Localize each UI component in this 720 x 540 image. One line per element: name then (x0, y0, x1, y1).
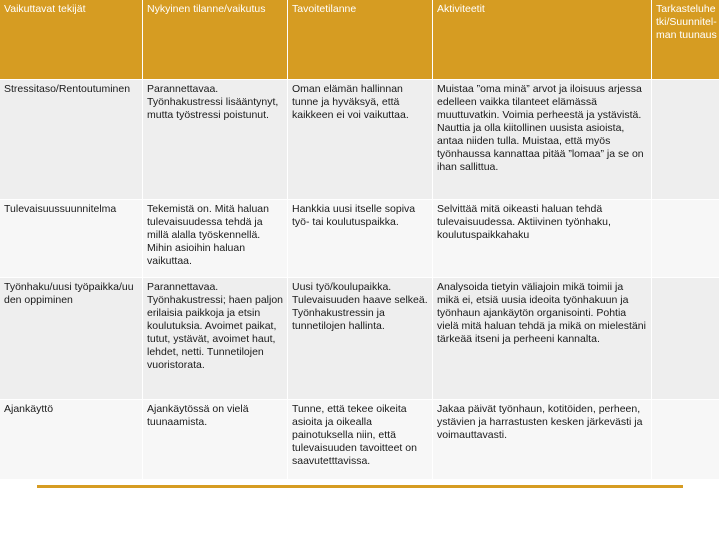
table-row (0, 400, 720, 480)
cell-current: Tekemistä on. Mitä haluan tulevaisuudessa tehdä ja millä alalla työskennellä. Mihin asioihin haluan vaikuttaa. (143, 200, 288, 278)
column-header-current: Nykyinen tilanne/vaikutus (143, 0, 288, 80)
cell-current: Ajankäytössä on vielä tuunaamista. (143, 400, 288, 480)
cell-review (652, 80, 720, 200)
cell-review (652, 200, 720, 278)
column-header-activities: Aktiviteetit (433, 0, 652, 80)
cell-current: Parannettavaa. Työnhakustressi lisääntynyt, mutta työstressi poistunut. (143, 80, 288, 200)
table-header-row (0, 0, 720, 80)
cell-activities: Muistaa ”oma minä” arvot ja iloisuus arjessa edelleen vaikka tilanteet elämässä muuttuvatkin. Voimia perheestä ja ystävistä. Nauttia ja olla kiitollinen uusista asioista, antaa niiden tulla. Muistaa, että myös työnhaussa kannattaa pitää ”lomaa” ja se on ihan sallittua. (433, 80, 652, 200)
cell-factor: Työnhaku/uusi työpaikka/uuden oppiminen (0, 278, 143, 400)
accent-rule (37, 485, 683, 488)
cell-factor: Ajankäyttö (0, 400, 143, 480)
cell-factor: Tulevaisuussuunnitelma (0, 200, 143, 278)
cell-goal: Oman elämän hallinnan tunne ja hyväksyä, että kaikkeen ei voi vaikuttaa. (288, 80, 433, 200)
cell-activities: Jakaa päivät työnhaun, kotitöiden, perheen, ystävien ja harrastusten kesken järkevästi ja voimauttavasti. (433, 400, 652, 480)
cell-review (652, 400, 720, 480)
cell-factor: Stressitaso/Rentoutuminen (0, 80, 143, 200)
column-header-review: Tarkasteluhetki/Suunnitelman tuunaus (652, 0, 720, 80)
cell-goal: Tunne, että tekee oikeita asioita ja oikealla painotuksella niin, että tulevaisuuden tavoitteet on saavutetttavissa. (288, 400, 433, 480)
table-row (0, 278, 720, 400)
cell-review (652, 278, 720, 400)
cell-activities: Selvittää mitä oikeasti haluan tehdä tulevaisuudessa. Aktiivinen työnhaku, koulutuspaikkahaku (433, 200, 652, 278)
column-header-goal: Tavoitetilanne (288, 0, 433, 80)
cell-current: Parannettavaa. Työnhakustressi; haen paljon erilaisia paikkoja ja etsin koulutuksia. Avoimet paikat, tutut, ystävät, avoimet haut, lehdet, netti. Tunnetilojen vuoristorata. (143, 278, 288, 400)
table-row (0, 80, 720, 200)
cell-goal: Uusi työ/koulupaikka. Tulevaisuuden haave selkeä. Työnhakustressin ja tunnetilojen hallinta. (288, 278, 433, 400)
column-header-factors: Vaikuttavat tekijät (0, 0, 143, 80)
cell-activities: Analysoida tietyin väliajoin mikä toimii ja mikä ei, etsiä uusia ideoita työnhakuun ja työnhaun ajankäytön organisointi. Pohtia vielä mitä haluan tehdä ja mikä on mielestäni tärkeää itseni ja perheeni kannalta. (433, 278, 652, 400)
table-row (0, 200, 720, 278)
cell-goal: Hankkia uusi itselle sopiva työ- tai koulutuspaikka. (288, 200, 433, 278)
